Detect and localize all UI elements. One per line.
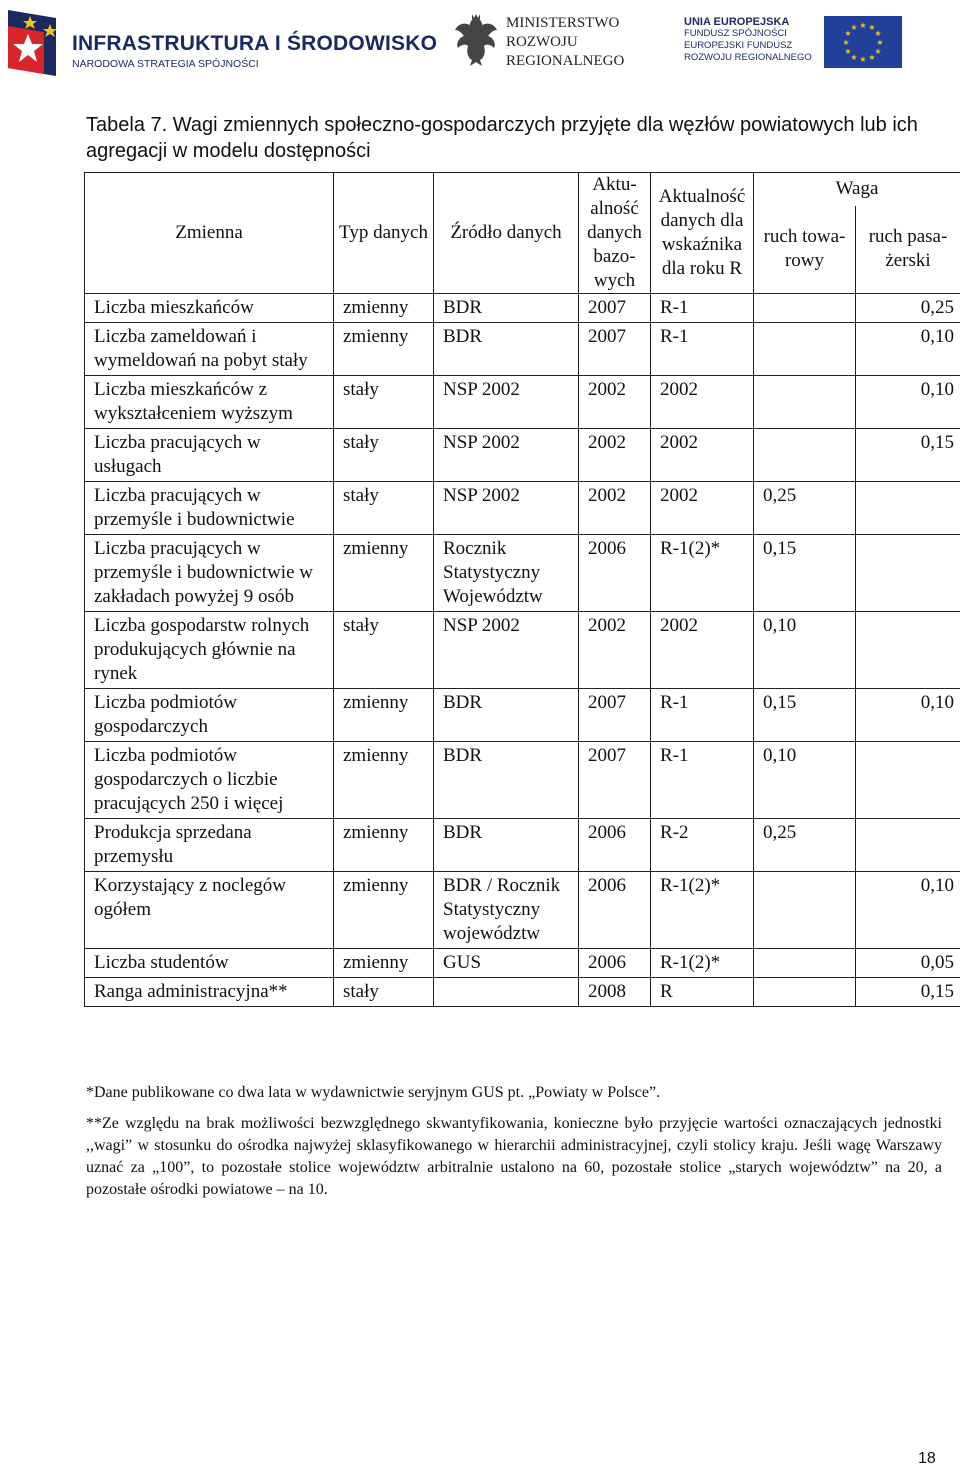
header-zmienna: Zmienna [85,173,334,294]
cell-wskaznik: 2002 [651,376,754,429]
cell-wskaznik: R-1(2)* [651,872,754,949]
cell-bazowe: 2007 [579,689,651,742]
cell-towarowy [754,872,856,949]
footnote-2: **Ze względu na brak możliwości bezwzględnego skwantyfikowania, konieczne było przyjęcie wartości oznaczających jednostki ,,wagi” w stosunku do ośrodka najwyżej sklasyfikowanego w hierarchii administracyjnej, czyli stolicy kraju. Jeśli wagę Warszawy uznać za „100”, to pozostałe stolice województw arbitralnie ustalono na 60, pozostałe stolice „starych województw” na 20, a pozostałe ośrodki powiatowe – na 10. [86,1115,942,1198]
svg-text:★: ★ [844,47,852,56]
ministerstwo-logo [452,10,642,72]
cell-pasazerski: 0,10 [856,376,960,429]
cell-typ: zmienny [334,323,434,376]
svg-text:★: ★ [859,21,867,30]
table-row [85,612,960,689]
cell-typ: stały [334,482,434,535]
cell-zmienna: Liczba mieszkańców z wykształceniem wyższym [85,376,334,429]
cell-bazowe: 2002 [579,429,651,482]
cell-pasazerski: 0,15 [856,978,960,1007]
cell-wskaznik: 2002 [651,612,754,689]
page-header [0,0,960,90]
page-number: 18 [918,1450,936,1467]
cell-pasazerski [856,482,960,535]
table-row [85,872,960,949]
table-row [85,323,960,376]
table-caption: Tabela 7. Wagi zmiennych społeczno-gospodarczych przyjęte dla węzłów powiatowych lub ich agregacji w modelu dostępności [86,114,918,162]
cell-pasazerski: 0,25 [856,294,960,323]
cell-towarowy [754,949,856,978]
infrastruktura-flag-icon [6,6,64,78]
cell-typ: zmienny [334,689,434,742]
cell-zrodlo: BDR [434,819,579,872]
cell-bazowe: 2002 [579,482,651,535]
cell-wskaznik: R-1 [651,742,754,819]
table-row [85,429,960,482]
ue-line-2: FUNDUSZ SPÓJNOŚCI [684,28,787,39]
cell-towarowy [754,376,856,429]
header-aktualnosc-bazowych: Aktu-alność danych bazo-wych [579,173,651,294]
cell-zrodlo: NSP 2002 [434,376,579,429]
header-towarowy: ruch towa-rowy [754,206,856,294]
cell-typ: stały [334,429,434,482]
cell-towarowy: 0,25 [754,819,856,872]
mrr-line-1: MINISTERSTWO [506,15,620,31]
table-row [85,978,960,1007]
eu-flag-icon [824,16,902,68]
svg-text:★: ★ [868,53,876,62]
infrastruktura-logo [6,6,438,78]
cell-zrodlo: NSP 2002 [434,429,579,482]
ue-line-3: EUROPEJSKI FUNDUSZ [684,40,793,51]
cell-wskaznik: R-1(2)* [651,949,754,978]
cell-towarowy [754,978,856,1007]
svg-text:★: ★ [850,53,858,62]
footnote-1: *Dane publikowane co dwa lata w wydawnictwie seryjnym GUS pt. „Powiaty w Polsce”. [86,1084,661,1101]
cell-typ: zmienny [334,294,434,323]
cell-pasazerski: 0,10 [856,323,960,376]
cell-zmienna: Liczba zameldowań i wymeldowań na pobyt stały [85,323,334,376]
mrr-line-3: REGIONALNEGO [506,53,625,69]
cell-towarowy [754,294,856,323]
cell-zmienna: Liczba mieszkańców [85,294,334,323]
svg-text:★: ★ [844,29,852,38]
cell-zrodlo: BDR [434,323,579,376]
cell-typ: zmienny [334,742,434,819]
cell-wskaznik: R [651,978,754,1007]
cell-bazowe: 2006 [579,819,651,872]
table-row [85,376,960,429]
cell-zrodlo: BDR [434,742,579,819]
cell-zrodlo: NSP 2002 [434,482,579,535]
svg-text:★: ★ [859,55,867,64]
cell-zmienna: Ranga administracyjna** [85,978,334,1007]
table-row [85,949,960,978]
unia-europejska-logo [684,14,904,74]
cell-zrodlo: Rocznik Statystyczny Województw [434,535,579,612]
cell-zmienna: Liczba podmiotów gospodarczych [85,689,334,742]
cell-typ: stały [334,376,434,429]
cell-zmienna: Liczba gospodarstw rolnych produkujących głównie na rynek [85,612,334,689]
cell-typ: stały [334,978,434,1007]
cell-bazowe: 2002 [579,376,651,429]
cell-bazowe: 2007 [579,294,651,323]
eagle-emblem-icon [452,12,500,70]
cell-pasazerski [856,612,960,689]
header-zrodlo: Źródło danych [434,173,579,294]
cell-bazowe: 2008 [579,978,651,1007]
cell-pasazerski: 0,15 [856,429,960,482]
ue-text [684,16,812,64]
table-row [85,535,960,612]
table-body [85,294,960,1007]
cell-towarowy: 0,15 [754,535,856,612]
cell-towarowy: 0,25 [754,482,856,535]
svg-text:★: ★ [874,29,882,38]
cell-zmienna: Liczba pracujących w przemyśle i budownictwie [85,482,334,535]
cell-zmienna: Liczba podmiotów gospodarczych o liczbie pracujących 250 i więcej [85,742,334,819]
header-waga: Waga [754,173,960,206]
cell-zrodlo: BDR [434,689,579,742]
cell-wskaznik: R-1 [651,294,754,323]
header-typ: Typ danych [334,173,434,294]
cell-typ: stały [334,612,434,689]
cell-typ: zmienny [334,819,434,872]
cell-bazowe: 2006 [579,949,651,978]
cell-zrodlo: GUS [434,949,579,978]
cell-typ: zmienny [334,949,434,978]
header-pasazerski: ruch pasa-żerski [856,206,960,294]
infrastruktura-subtitle: NARODOWA STRATEGIA SPÓJNOŚCI [72,58,259,70]
cell-bazowe: 2002 [579,612,651,689]
ue-line-4: ROZWOJU REGIONALNEGO [684,52,812,63]
ue-line-1: UNIA EUROPEJSKA [684,16,790,28]
table-row [85,482,960,535]
cell-wskaznik: R-1 [651,323,754,376]
ministerstwo-text [506,14,624,71]
cell-pasazerski: 0,05 [856,949,960,978]
cell-wskaznik: R-1 [651,689,754,742]
cell-towarowy: 0,10 [754,612,856,689]
table-row [85,742,960,819]
cell-towarowy [754,429,856,482]
svg-text:★: ★ [876,38,884,47]
cell-bazowe: 2007 [579,323,651,376]
cell-zmienna: Liczba studentów [85,949,334,978]
cell-zrodlo: BDR [434,294,579,323]
cell-wskaznik: 2002 [651,482,754,535]
weights-table [84,172,960,1007]
cell-typ: zmienny [334,872,434,949]
cell-zrodlo: BDR / Rocznik Statystyczny województw [434,872,579,949]
svg-text:★: ★ [874,47,882,56]
cell-pasazerski [856,535,960,612]
svg-text:★: ★ [842,38,850,47]
table-row [85,294,960,323]
header-aktualnosc-wskaznika: Aktualność danych dla wskaźnika dla roku R [651,173,754,294]
cell-pasazerski [856,742,960,819]
cell-zmienna: Korzystający z noclegów ogółem [85,872,334,949]
cell-pasazerski: 0,10 [856,689,960,742]
cell-bazowe: 2006 [579,535,651,612]
cell-towarowy: 0,15 [754,689,856,742]
cell-zrodlo [434,978,579,1007]
cell-bazowe: 2007 [579,742,651,819]
svg-text:★: ★ [868,23,876,32]
cell-zmienna: Liczba pracujących w usługach [85,429,334,482]
table-row [85,689,960,742]
cell-bazowe: 2006 [579,872,651,949]
cell-pasazerski [856,819,960,872]
cell-wskaznik: 2002 [651,429,754,482]
cell-wskaznik: R-1(2)* [651,535,754,612]
infrastruktura-title: INFRASTRUKTURA I ŚRODOWISKO [72,32,438,55]
cell-wskaznik: R-2 [651,819,754,872]
cell-pasazerski: 0,10 [856,872,960,949]
svg-text:★: ★ [850,23,858,32]
cell-towarowy [754,323,856,376]
cell-typ: zmienny [334,535,434,612]
table-row [85,819,960,872]
cell-zmienna: Produkcja sprzedana przemysłu [85,819,334,872]
cell-zmienna: Liczba pracujących w przemyśle i budownictwie w zakładach powyżej 9 osób [85,535,334,612]
cell-towarowy: 0,10 [754,742,856,819]
cell-zrodlo: NSP 2002 [434,612,579,689]
mrr-line-2: ROZWOJU [506,34,578,50]
